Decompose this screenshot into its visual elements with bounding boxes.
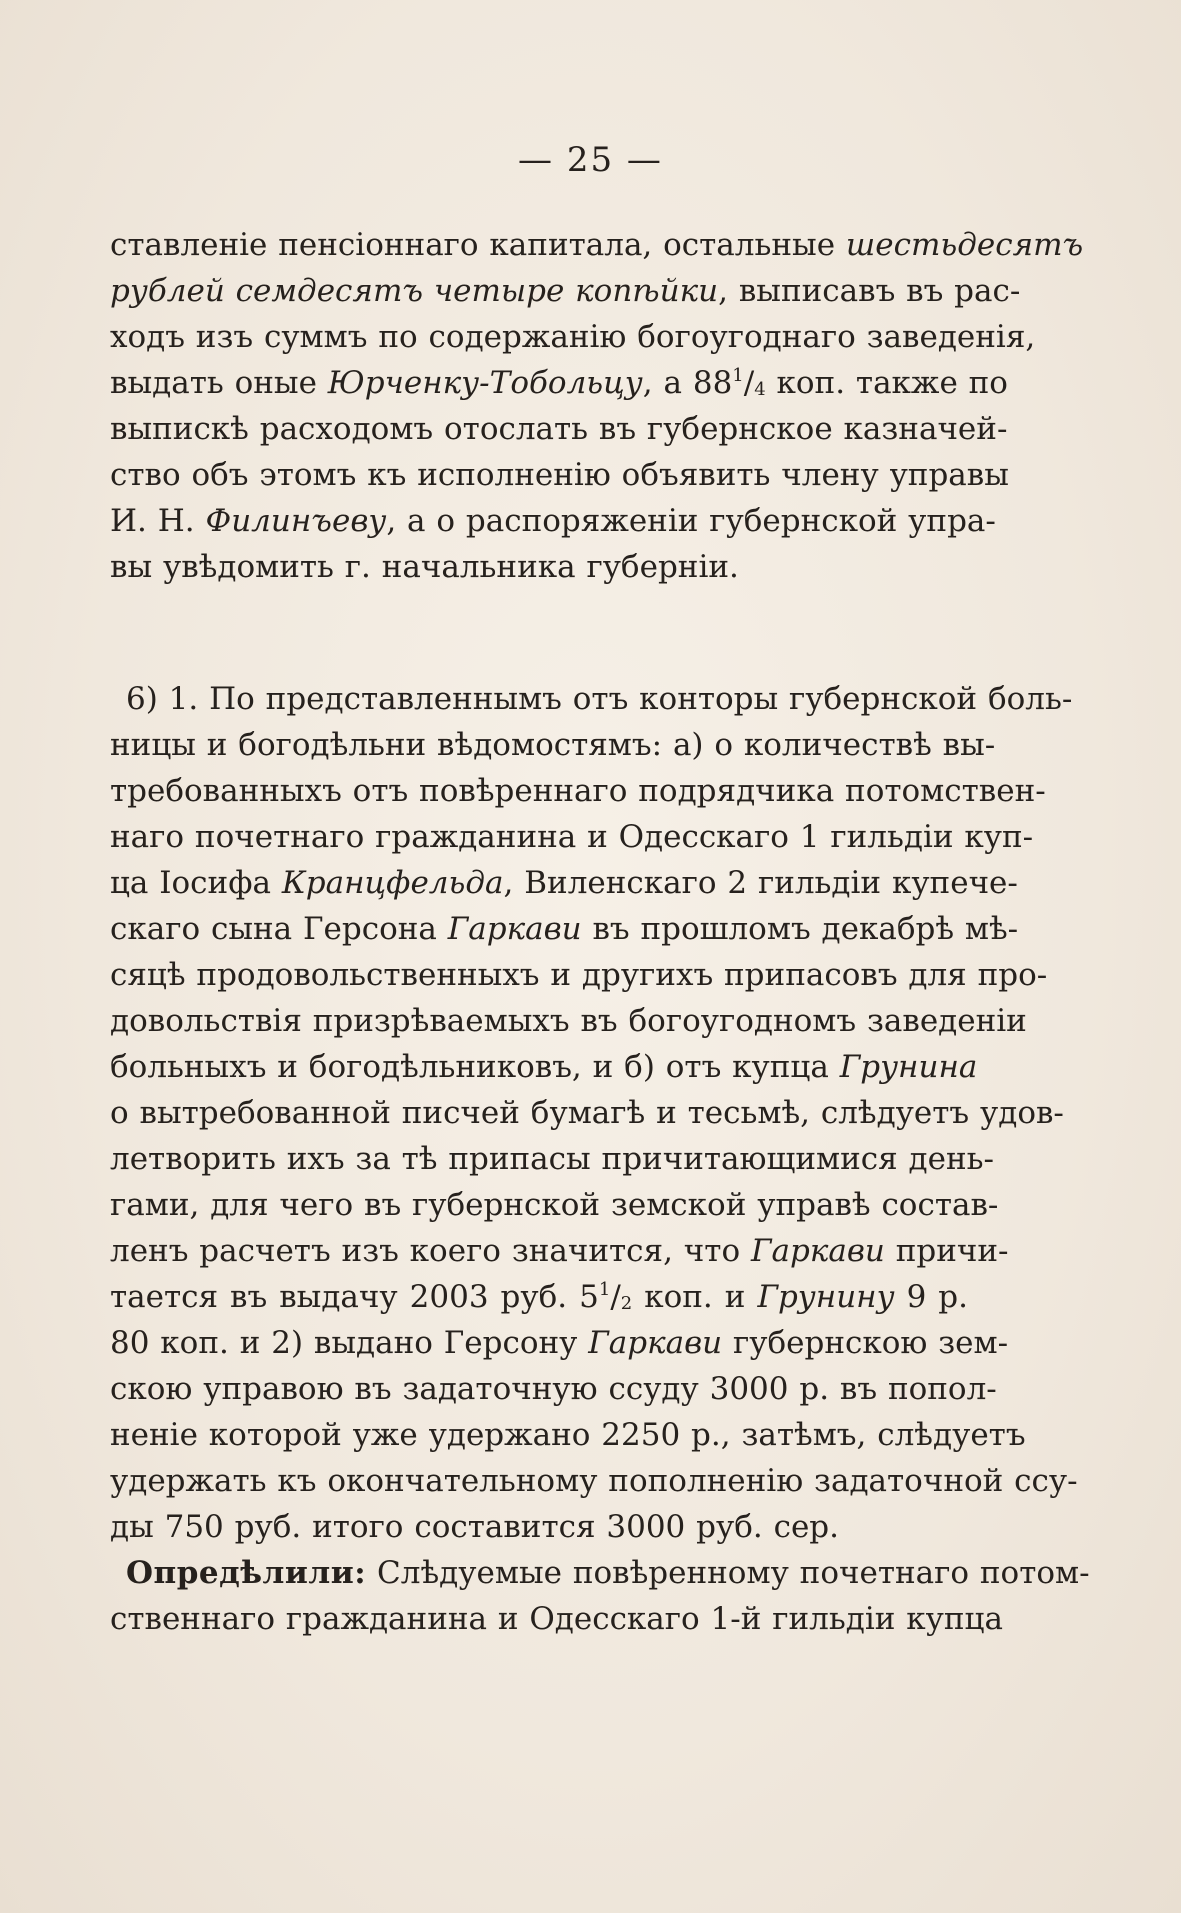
text-run: о вытребованной писчей бумагѣ и тесьмѣ, слѣдуетъ удов- <box>110 1095 1064 1131</box>
text-run: тается въ выдачу 2003 руб. 5 <box>110 1279 599 1315</box>
text-line <box>110 314 1036 360</box>
italic-name: Кранцфельда <box>281 865 504 901</box>
text-run: И. Н. <box>110 503 206 539</box>
fraction-numerator: 1 <box>598 1279 611 1300</box>
fraction-denominator: 2 <box>620 1293 633 1314</box>
italic-name: Гаркави <box>588 1325 723 1361</box>
text-line <box>110 998 1027 1044</box>
text-run: 6) 1. По представленнымъ отъ конторы губернской боль- <box>126 681 1073 717</box>
text-line <box>110 1458 1078 1504</box>
text-run: неніе которой уже удержано 2250 р., затѣмъ, слѣдуетъ <box>110 1417 1026 1453</box>
text-run: причи- <box>884 1233 1009 1269</box>
text-run: вы увѣдомить г. начальника губерніи. <box>110 549 739 585</box>
text-line <box>110 722 996 768</box>
text-line <box>110 860 1018 906</box>
text-run: , выписавъ въ рас- <box>718 273 1021 309</box>
text-run: въ прошломъ декабрѣ мѣ- <box>581 911 1019 947</box>
text-run: ственнаго гражданина и Одесскаго 1-й гильдіи купца <box>110 1601 1003 1637</box>
text-run: летворить ихъ за тѣ припасы причитающимися день- <box>110 1141 994 1177</box>
text-run: коп. и <box>632 1279 758 1315</box>
text-line <box>110 1412 1026 1458</box>
text-run: ленъ расчетъ изъ коего значится, что <box>110 1233 751 1269</box>
text-run: ца Іосифа <box>110 865 282 901</box>
paragraph-hospital-supplies <box>110 676 1090 1642</box>
text-line <box>110 1228 1009 1274</box>
text-run: наго почетнаго гражданина и Одесскаго 1 гильдіи куп- <box>110 819 1034 855</box>
text-line <box>110 544 968 590</box>
italic-name: Гаркави <box>447 911 582 947</box>
bold-heading: Опредѣлили: <box>126 1555 367 1591</box>
page-number: — 25 — <box>518 140 663 180</box>
text-run: ды 750 руб. итого составится 3000 руб. сер. <box>110 1509 839 1545</box>
text-run: скаго сына Герсона <box>110 911 448 947</box>
text-run: гами, для чего въ губернской земской управѣ состав- <box>110 1187 999 1223</box>
text-run: губернскою зем- <box>722 1325 1009 1361</box>
text-run: ставленіе пенсіоннаго капитала, остальные <box>110 227 846 263</box>
text-run: / <box>610 1279 621 1315</box>
paragraph-resolution-pension <box>110 222 1084 590</box>
text-line <box>110 1320 1009 1366</box>
text-line <box>110 452 1009 498</box>
text-line <box>110 222 1084 268</box>
text-line <box>110 360 1008 406</box>
text-run: выпискѣ расходомъ отослать въ губернское казначей- <box>110 411 1008 447</box>
text-line <box>110 1596 1003 1642</box>
text-line <box>110 406 1008 452</box>
text-run: больныхъ и богодѣльниковъ, и б) отъ купца <box>110 1049 840 1085</box>
text-run: ство объ этомъ къ исполненію объявить члену управы <box>110 457 1009 493</box>
italic-name: Грунина <box>839 1049 978 1085</box>
text-line <box>110 1366 997 1412</box>
text-line <box>110 1090 1064 1136</box>
text-run: скою управою въ задаточную ссуду 3000 р. въ попол- <box>110 1371 997 1407</box>
text-run: удержать къ окончательному пополненію задаточной ссу- <box>110 1463 1078 1499</box>
text-line <box>110 814 1034 860</box>
text-run: 9 р. <box>894 1279 968 1315</box>
text-line <box>110 1182 999 1228</box>
text-run: / <box>743 365 755 401</box>
text-line <box>110 268 1021 314</box>
italic-name: Гаркави <box>750 1233 885 1269</box>
text-run: коп. также по <box>765 365 1008 401</box>
text-run: Слѣдуемые повѣренному почетнаго потом- <box>366 1555 1090 1591</box>
text-run: сяцѣ продовольственныхъ и другихъ припасовъ для про- <box>110 957 1048 993</box>
text-line <box>110 906 1019 952</box>
text-line <box>110 952 1048 998</box>
italic-name: рублей семдесятъ четыре копѣйки <box>110 273 719 309</box>
text-run: довольствія призрѣваемыхъ въ богоугодномъ заведеніи <box>110 1003 1027 1039</box>
italic-name: Грунину <box>757 1279 895 1315</box>
text-line <box>110 498 996 544</box>
text-run: , а о распоряженіи губернской упра- <box>386 503 996 539</box>
italic-name: Юрченку-Тобольцу <box>327 365 643 401</box>
text-line <box>110 1044 978 1090</box>
text-line <box>110 1274 968 1320</box>
text-line <box>110 1136 994 1182</box>
text-line <box>110 676 1073 722</box>
text-line <box>110 1550 1090 1596</box>
fraction-denominator: 4 <box>754 379 766 400</box>
text-run: требованныхъ отъ повѣреннаго подрядчика потомствен- <box>110 773 1046 809</box>
text-run: , Виленскаго 2 гильдіи купече- <box>503 865 1018 901</box>
text-run: ходъ изъ суммъ по содержанію богоугоднаго заведенія, <box>110 319 1036 355</box>
text-line <box>110 1504 968 1550</box>
text-line <box>110 768 1046 814</box>
text-run: , а 88 <box>642 365 733 401</box>
text-run: ницы и богодѣльни вѣдомостямъ: а) о количествѣ вы- <box>110 727 996 763</box>
text-run: выдать оные <box>110 365 328 401</box>
italic-name: Филинъеву <box>205 503 387 539</box>
italic-name: шестьдесятъ <box>845 227 1084 263</box>
fraction-numerator: 1 <box>732 365 744 386</box>
text-run: 80 коп. и 2) выдано Герсону <box>110 1325 589 1361</box>
